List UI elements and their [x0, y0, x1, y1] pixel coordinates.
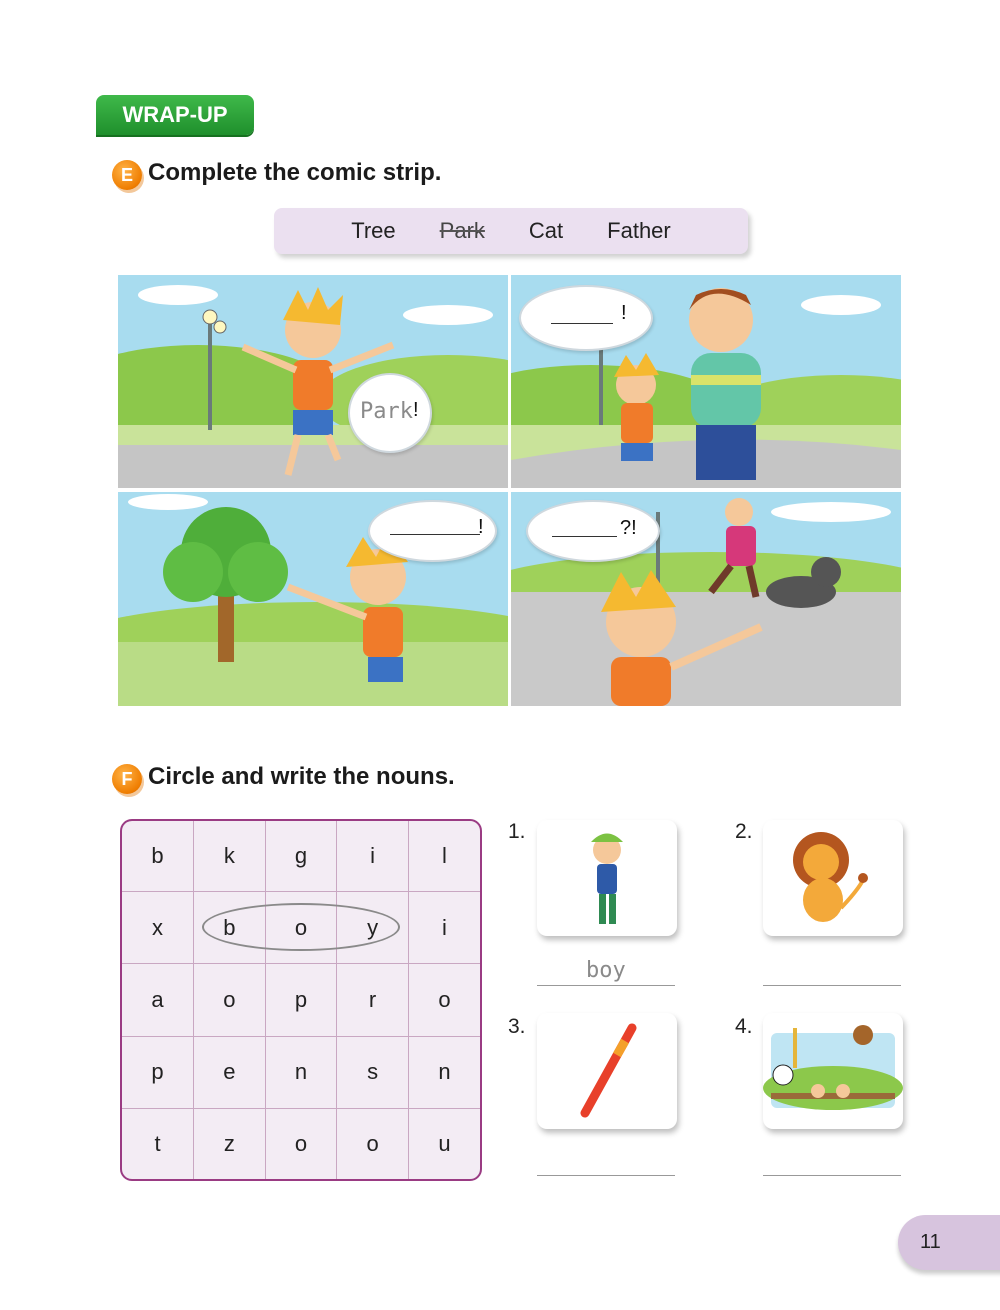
- grid-cell[interactable]: l: [408, 821, 480, 892]
- speech-bubble-4: [526, 500, 660, 562]
- grid-cell[interactable]: t: [122, 1108, 194, 1179]
- comic-strip: [118, 275, 901, 706]
- bubble-punctuation: !: [621, 302, 627, 324]
- grid-cell[interactable]: u: [408, 1108, 480, 1179]
- word-bank-item-struck: Park: [439, 218, 485, 243]
- answer-blank: [551, 323, 613, 324]
- section-f-title: Circle and write the nouns.: [148, 763, 455, 790]
- grid-cell[interactable]: x: [122, 892, 194, 964]
- item-number: 3.: [508, 1015, 526, 1038]
- answer-blank: [390, 534, 480, 535]
- speech-bubble-1: [348, 373, 432, 453]
- bubble-punctuation: !: [413, 399, 419, 421]
- speech-bubble-2: [519, 285, 653, 351]
- grid-cell[interactable]: i: [337, 821, 409, 892]
- grid-cell[interactable]: o: [194, 964, 266, 1036]
- picture-card-lion: [763, 820, 903, 936]
- park-scene-illustration: [118, 275, 508, 488]
- pen-picture: [537, 1013, 677, 1129]
- wrapup-tab: WRAP-UP: [96, 95, 254, 135]
- answer-line-4[interactable]: [763, 1175, 901, 1176]
- bubble-punctuation: !: [478, 516, 484, 538]
- word-bank-item: Cat: [528, 218, 564, 243]
- grid-cell[interactable]: b: [122, 821, 194, 892]
- grid-cell[interactable]: o: [265, 1108, 337, 1179]
- comic-panel-4: [511, 492, 901, 706]
- letter-grid: [120, 819, 482, 1181]
- grid-cell[interactable]: y: [337, 892, 409, 964]
- grid-cell[interactable]: b: [194, 892, 266, 964]
- page-number: 11: [898, 1215, 1000, 1270]
- answer-line-3[interactable]: [537, 1175, 675, 1176]
- grid-cell[interactable]: n: [408, 1036, 480, 1108]
- picture-card-boy: [537, 820, 677, 936]
- word-bank: [274, 208, 748, 254]
- item-number: 2.: [735, 820, 753, 843]
- answer-blank: [552, 536, 617, 537]
- answer-line-1[interactable]: [537, 985, 675, 986]
- bubble-punctuation: ?!: [620, 517, 637, 539]
- speech-bubble-3: [368, 500, 497, 562]
- grid-cell[interactable]: a: [122, 964, 194, 1036]
- grid-cell[interactable]: p: [265, 964, 337, 1036]
- grid-cell[interactable]: g: [265, 821, 337, 892]
- zoo-picture: [763, 1013, 903, 1129]
- picture-card-pen: [537, 1013, 677, 1129]
- comic-panel-3: [118, 492, 508, 706]
- grid-cell[interactable]: n: [265, 1036, 337, 1108]
- grid-cell[interactable]: s: [337, 1036, 409, 1108]
- comic-panel-1: [118, 275, 508, 488]
- answer-line-2[interactable]: [763, 985, 901, 986]
- item-1-answer: boy: [586, 958, 626, 983]
- grid-cell[interactable]: k: [194, 821, 266, 892]
- grid-cell[interactable]: o: [337, 1108, 409, 1179]
- grid-cell[interactable]: z: [194, 1108, 266, 1179]
- section-e-badge: E: [112, 160, 142, 190]
- word-bank-item: Tree: [351, 218, 396, 243]
- section-f-badge: F: [112, 764, 142, 794]
- item-number: 1.: [508, 820, 526, 843]
- lion-picture: [763, 820, 903, 936]
- grid-cell[interactable]: r: [337, 964, 409, 1036]
- boy-picture: [537, 820, 677, 936]
- comic-panel-2: [511, 275, 901, 488]
- grid-cell[interactable]: o: [265, 892, 337, 964]
- grid-cell[interactable]: i: [408, 892, 480, 964]
- grid-cell[interactable]: p: [122, 1036, 194, 1108]
- grid-cell[interactable]: e: [194, 1036, 266, 1108]
- grid-cell[interactable]: o: [408, 964, 480, 1036]
- picture-card-zoo: [763, 1013, 903, 1129]
- answer-text: Park: [360, 399, 413, 424]
- item-number: 4.: [735, 1015, 753, 1038]
- word-bank-item: Father: [607, 218, 671, 243]
- section-e-title: Complete the comic strip.: [148, 159, 442, 186]
